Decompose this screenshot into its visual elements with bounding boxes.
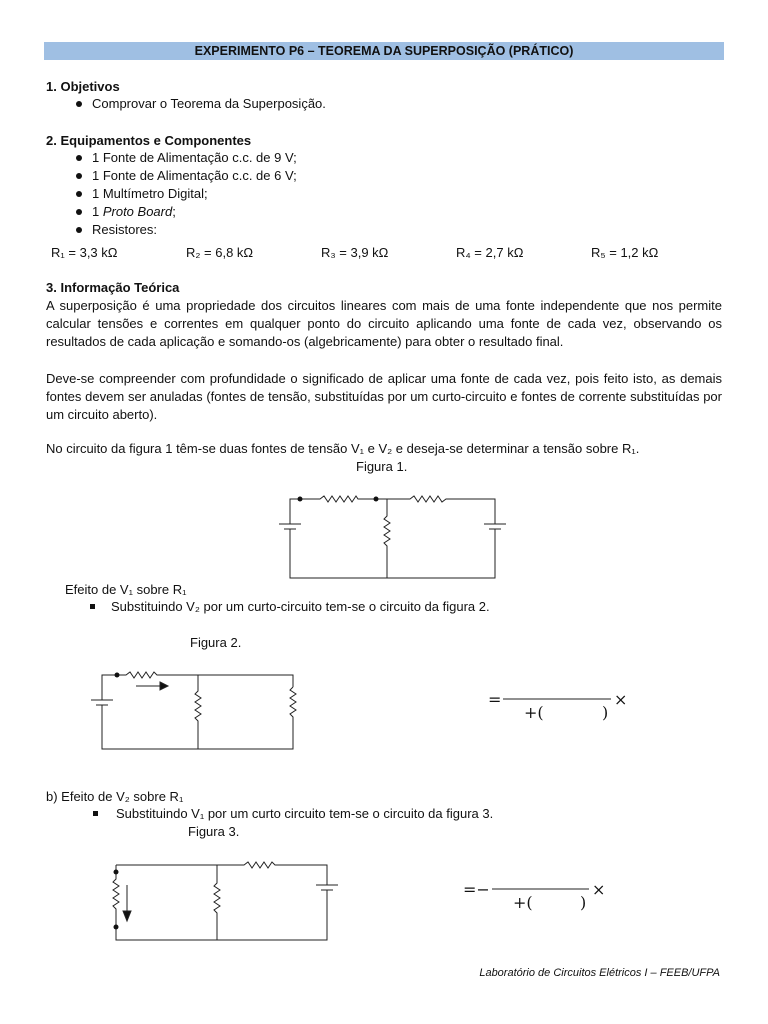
- formula3-equals-minus: =−: [463, 880, 490, 899]
- formula2-fraction-bar: [503, 697, 613, 701]
- formula2-equals: =: [488, 690, 502, 709]
- objective-item: Comprovar o Teorema da Superposição.: [92, 96, 326, 111]
- effect-v2-item: Substituindo V₁ por um curto circuito tem-se o circuito da figura 3.: [116, 806, 494, 821]
- figure2-caption: Figura 2.: [190, 635, 242, 650]
- formula3-denominator-open: +(: [513, 893, 533, 912]
- equipment-item: 1 Fonte de Alimentação c.c. de 9 V;: [92, 150, 297, 165]
- formula3-denominator-close: ): [580, 893, 587, 912]
- figure1-caption: Figura 1.: [356, 459, 408, 474]
- figure2-circuit: [88, 665, 303, 755]
- theory-paragraph: Deve-se compreender com profundidade o significado de aplicar uma fonte de cada vez, pois feito isto, as demais fontes devem ser anuladas (fontes de tensão, substituídas por um curto-circuito e fontes de corrente substituídas por um circuito aberto).: [46, 371, 722, 422]
- equipment-item: 1 Multímetro Digital;: [92, 186, 208, 201]
- formula2-times: ×: [614, 690, 628, 709]
- bullet-icon: [76, 191, 82, 197]
- effect-v2-heading: b) Efeito de V₂ sobre R₁: [46, 789, 184, 804]
- square-bullet-icon: [90, 604, 95, 609]
- figure3-caption: Figura 3.: [188, 824, 240, 839]
- figure1-circuit: [270, 488, 520, 588]
- effect-v1-item: Substituindo V₂ por um curto-circuito tem-se o circuito da figura 2.: [111, 599, 490, 614]
- equipment-item-protoboard: 1 Proto Board;: [92, 204, 176, 219]
- effect-v1-heading: Efeito de V₁ sobre R₁: [65, 582, 187, 597]
- figure3-circuit: [104, 855, 344, 945]
- theory-paragraph: No circuito da figura 1 têm-se duas fontes de tensão V₁ e V₂ e deseja-se determinar a tensão sobre R₁.: [46, 441, 640, 456]
- square-bullet-icon: [93, 811, 98, 816]
- formula2-denominator-close: ): [602, 703, 609, 722]
- formula2-denominator-open: +(: [524, 703, 544, 722]
- resistor-value: R₅ = 1,2 kΩ: [591, 245, 659, 260]
- section-objectives-heading: 1. Objetivos: [46, 79, 120, 94]
- document-title: EXPERIMENTO P6 – TEOREMA DA SUPERPOSIÇÃO (PRÁTICO): [44, 42, 724, 60]
- resistor-value: R₂ = 6,8 kΩ: [186, 245, 254, 260]
- bullet-icon: [76, 101, 82, 107]
- bullet-icon: [76, 173, 82, 179]
- resistor-value: R₁ = 3,3 kΩ: [51, 245, 118, 260]
- formula3-times: ×: [592, 880, 606, 899]
- bullet-icon: [76, 227, 82, 233]
- bullet-icon: [76, 155, 82, 161]
- resistor-value: R₄ = 2,7 kΩ: [456, 245, 524, 260]
- formula3-fraction-bar: [492, 887, 592, 891]
- page-footer: Laboratório de Circuitos Elétricos I – FEEB/UFPA: [479, 967, 720, 979]
- equipment-item: 1 Fonte de Alimentação c.c. de 6 V;: [92, 168, 297, 183]
- resistor-value: R₃ = 3,9 kΩ: [321, 245, 389, 260]
- section-equipment-heading: 2. Equipamentos e Componentes: [46, 133, 252, 148]
- theory-paragraph: A superposição é uma propriedade dos circuitos lineares com mais de uma fonte independente que nos permite calcular tensões e correntes em qualquer ponto do circuito aplicando uma fonte de cada vez, observando os resultados de cada aplicação e somando-os (algebricamente) para obter o resultado final.: [46, 298, 722, 349]
- section-theory-heading: 3. Informação Teórica: [46, 280, 180, 295]
- equipment-item-resistors: Resistores:: [92, 222, 158, 237]
- bullet-icon: [76, 209, 82, 215]
